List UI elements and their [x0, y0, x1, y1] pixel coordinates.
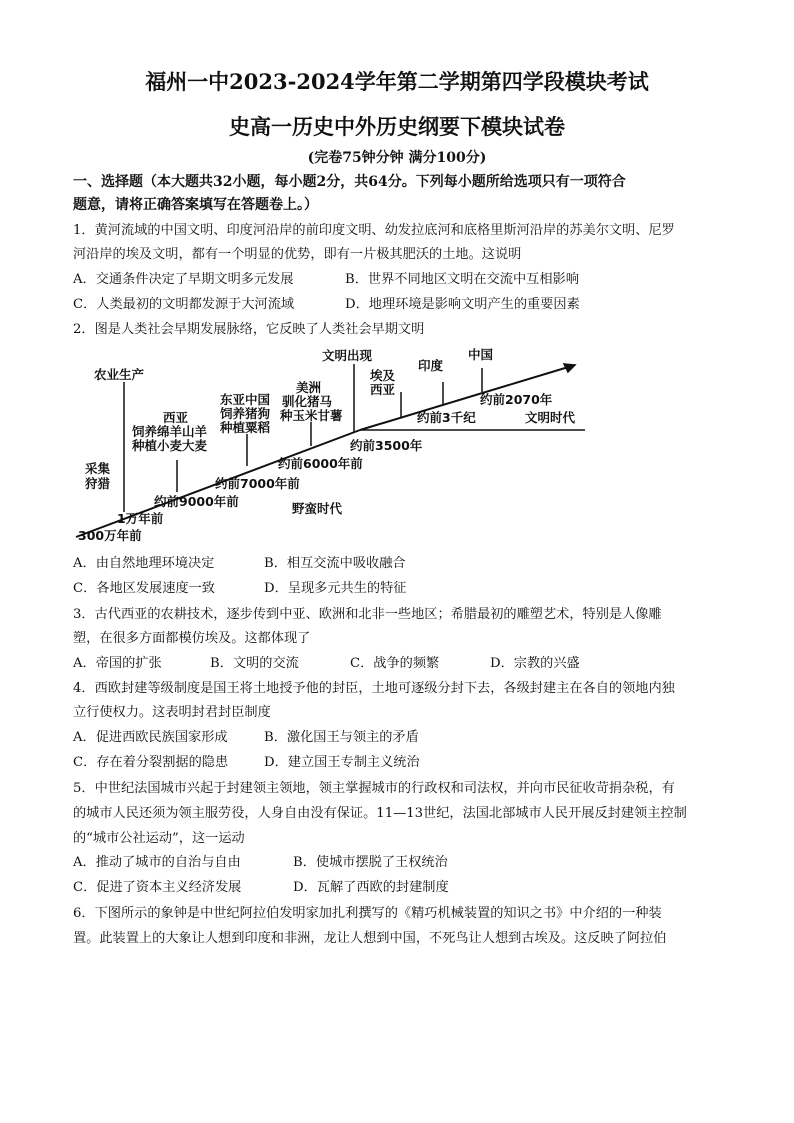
- question-1-option-d: D．地理环境是影响文明产生的重要因素: [345, 297, 580, 312]
- question-3-option-c: C．战争的频繁: [350, 656, 440, 671]
- question-5-stem: 5．中世纪法国城市兴起于封建领主领地，领主掌握城市的行政权和司法权，并向市民征收苛捐杂税，有: [73, 781, 675, 796]
- question-2-option-b: B．相互交流中吸收融合: [264, 556, 406, 571]
- label-eastasia-3: 种植粟稻: [220, 420, 271, 435]
- question-4-option-c: C．存在着分裂割据的隐患: [73, 755, 229, 770]
- label-china: 中国: [468, 347, 494, 362]
- timeline-arrow-head: [564, 364, 575, 372]
- question-1-stem: 1．黄河流域的中国文明、印度河沿岸的前印度文明、幼发拉底河和底格里斯河沿岸的苏美尔文明、尼罗: [73, 223, 675, 238]
- label-india: 印度: [418, 358, 444, 373]
- question-4-option-a: A．促进西欧民族国家形成: [73, 730, 228, 745]
- label-westasia-2: 饲养绵羊山羊: [132, 424, 208, 439]
- label-bc3500: 约前3500年: [350, 438, 423, 453]
- exam-title: 福州一中2023-2024学年第二学期第四学段模块考试: [145, 69, 649, 94]
- label-bp9000: 约前9000年前: [154, 494, 239, 509]
- question-6-stem: 6．下图所示的象钟是中世纪阿拉伯发明家加扎利撰写的《精巧机械装置的知识之书》中介绍的一种装: [73, 906, 662, 921]
- label-egypt-2: 西亚: [370, 382, 396, 397]
- label-bp3m: 300万年前: [78, 528, 142, 543]
- label-savage-era: 野蛮时代: [292, 501, 343, 516]
- question-3-option-d: D．宗教的兴盛: [490, 656, 580, 671]
- question-5-option-c: C．促进了资本主义经济发展: [73, 880, 242, 895]
- label-eastasia-1: 东亚中国: [220, 392, 271, 407]
- question-6-stem-cont: 置。此装置上的大象让人想到印度和非洲，龙让人想到中国，不死鸟让人想到古埃及。这反映了阿拉伯: [73, 931, 667, 946]
- label-civilization-appear: 文明出现: [322, 348, 373, 363]
- question-2-stem: 2．图是人类社会早期发展脉络，它反映了人类社会早期文明: [73, 322, 425, 337]
- question-5-stem-cont2: 的“城市公社运动”，这一运动: [73, 831, 245, 846]
- question-2-option-d: D．呈现多元共生的特征: [264, 581, 407, 596]
- question-4-stem: 4．西欧封建等级制度是国王将土地授予他的封臣，土地可逐级分封下去，各级封建主在各自的领地内独: [73, 681, 675, 696]
- question-2-option-c: C．各地区发展速度一致: [73, 581, 215, 596]
- question-5-stem-cont: 的城市人民还须为领主服劳役，人身自由没有保证。11—13世纪，法国北部城市人民开展反封建领主控制: [73, 806, 687, 821]
- label-bp10000: 1万年前: [117, 511, 164, 526]
- question-4-stem-cont: 立行使权力。这表明封君封臣制度: [73, 705, 271, 720]
- question-2-option-a: A．由自然地理环境决定: [73, 556, 215, 571]
- question-1-option-c: C．人类最初的文明都发源于大河流域: [73, 297, 295, 312]
- label-civilization-era: 文明时代: [525, 410, 576, 425]
- label-eastasia-2: 饲养猪狗: [220, 406, 271, 421]
- label-westasia-3: 种植小麦大麦: [132, 438, 208, 453]
- question-4-option-b: B．激化国王与领主的矛盾: [264, 730, 419, 745]
- question-3-stem-cont: 塑，在很多方面都模仿埃及。这都体现了: [73, 631, 311, 646]
- question-1-option-b: B．世界不同地区文明在交流中互相影响: [345, 272, 579, 287]
- label-bc3000: 约前3千纪: [417, 410, 476, 425]
- question-5-option-b: B．使城市摆脱了王权统治: [293, 855, 448, 870]
- question-3-stem: 3．古代西亚的农耕技术，逐步传到中亚、欧洲和北非一些地区；希腊最初的雕塑艺术，特别是人像雕: [73, 607, 662, 622]
- label-americas-3: 种玉米甘薯: [280, 408, 343, 423]
- label-bp7000: 约前7000年前: [215, 476, 300, 491]
- civilization-timeline-figure: [70, 342, 600, 547]
- label-egypt-1: 埃及: [370, 368, 396, 383]
- question-5-option-d: D．瓦解了西欧的封建制度: [293, 880, 449, 895]
- label-gather: 采集: [85, 461, 111, 476]
- label-hunt: 狩猎: [85, 476, 111, 491]
- question-5-option-a: A．推动了城市的自治与自由: [73, 855, 241, 870]
- section-heading-cont: 题意，请将正确答案填写在答题卷上。）: [73, 197, 318, 213]
- question-1-option-a: A．交通条件决定了早期文明多元发展: [73, 272, 294, 287]
- label-bc2070: 约前2070年: [480, 392, 553, 407]
- question-3-option-a: A．帝国的扩张: [73, 656, 162, 671]
- label-westasia-1: 西亚: [163, 410, 189, 425]
- question-3-option-b: B．文明的交流: [210, 656, 299, 671]
- label-americas-2: 驯化猪马: [282, 394, 333, 409]
- label-agriculture: 农业生产: [94, 367, 145, 382]
- question-4-option-d: D．建立国王专制主义统治: [264, 755, 420, 770]
- exam-subject-title: 史高一历史中外历史纲要下模块试卷: [229, 114, 565, 139]
- label-bp6000: 约前6000年前: [278, 456, 363, 471]
- exam-time-score: (完卷75钟分钟 满分100分): [307, 150, 487, 166]
- question-1-stem-cont: 河沿岸的埃及文明，都有一个明显的优势，即有一片极其肥沃的土地。这说明: [73, 247, 522, 262]
- label-americas-1: 美洲: [296, 380, 322, 395]
- section-heading: 一、选择题（本大题共32小题，每小题2分，共64分。下列每小题所给选项只有一项符合: [73, 174, 626, 190]
